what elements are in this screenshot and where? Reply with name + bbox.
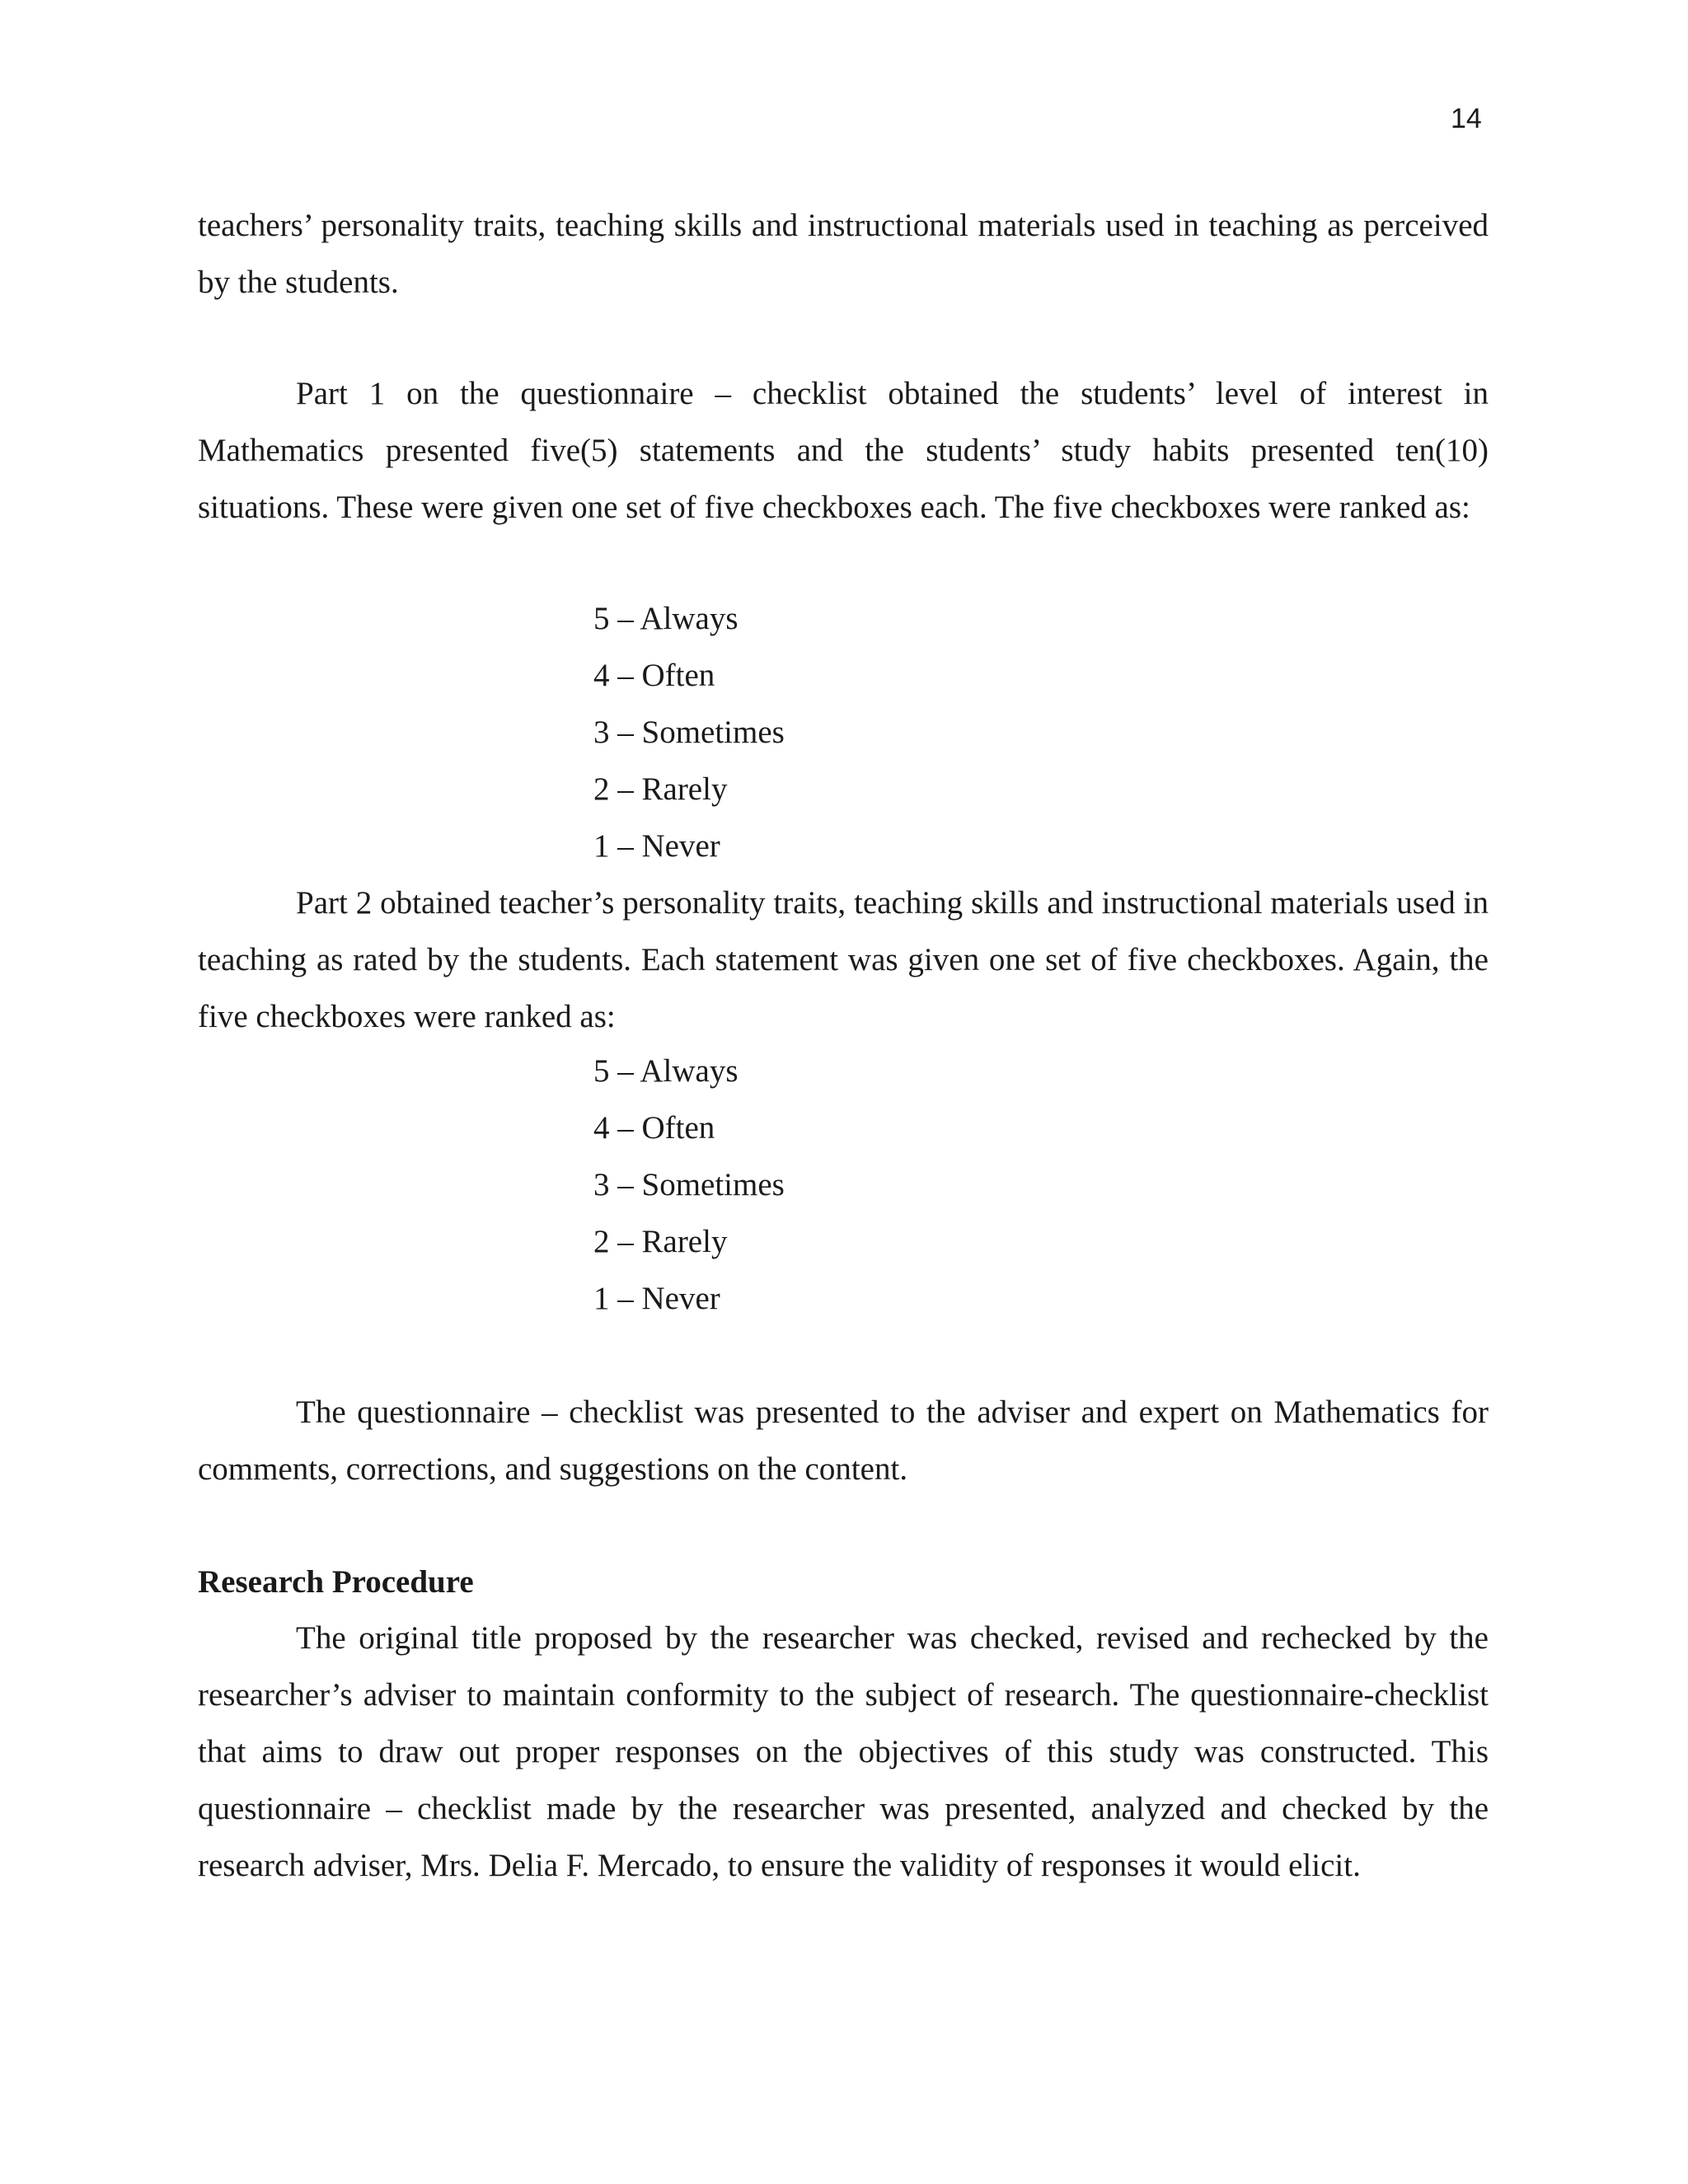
rating-scale-item: 4 – Often: [593, 658, 715, 693]
rating-scale-list-2: [593, 1043, 785, 1327]
section-heading: Research Procedure: [198, 1564, 474, 1600]
paragraph-review: The questionnaire – checklist was presented to the adviser and expert on Mathematics for comments, corrections, and suggestions on the content.: [198, 1394, 1489, 1487]
rating-scale-item: 3 – Sometimes: [593, 1167, 785, 1202]
page-number: 14: [1451, 103, 1482, 134]
rating-scale-item: 4 – Often: [593, 1110, 715, 1146]
rating-scale-item: 1 – Never: [593, 1281, 720, 1316]
paragraph-part-1: Part 1 on the questionnaire – checklist obtained the students’ level of interest in Mathematics presented five(5) statements and the students’ study habits presented ten(10) situations. These were given one set of five checkboxes each. The five checkboxes were ranked as:: [198, 376, 1489, 525]
rating-scale-list: [593, 590, 785, 874]
rating-scale-item: 5 – Always: [593, 601, 738, 636]
paragraph-procedure: The original title proposed by the researcher was checked, revised and rechecked by the researcher’s adviser to maintain conformity to the subject of research. The questionnaire-checklist that aims to draw out proper responses on the objectives of this study was constructed. This questionnaire – checklist made by the researcher was presented, analyzed and checked by the research adviser, Mrs. Delia F. Mercado, to ensure the validity of responses it would elicit.: [198, 1620, 1489, 1883]
rating-scale-item: 5 – Always: [593, 1053, 738, 1089]
paragraph-continuation: teachers’ personality traits, teaching skills and instructional materials used in teaching as perceived by the students.: [198, 208, 1489, 300]
paragraph-part-2: Part 2 obtained teacher’s personality traits, teaching skills and instructional materials used in teaching as rated by the students. Each statement was given one set of five checkboxes. Again, the five checkboxes were ranked as:: [198, 885, 1489, 1034]
rating-scale-item: 2 – Rarely: [593, 1224, 728, 1259]
rating-scale-item: 3 – Sometimes: [593, 715, 785, 750]
rating-scale-item: 2 – Rarely: [593, 771, 728, 807]
rating-scale-item: 1 – Never: [593, 828, 720, 864]
